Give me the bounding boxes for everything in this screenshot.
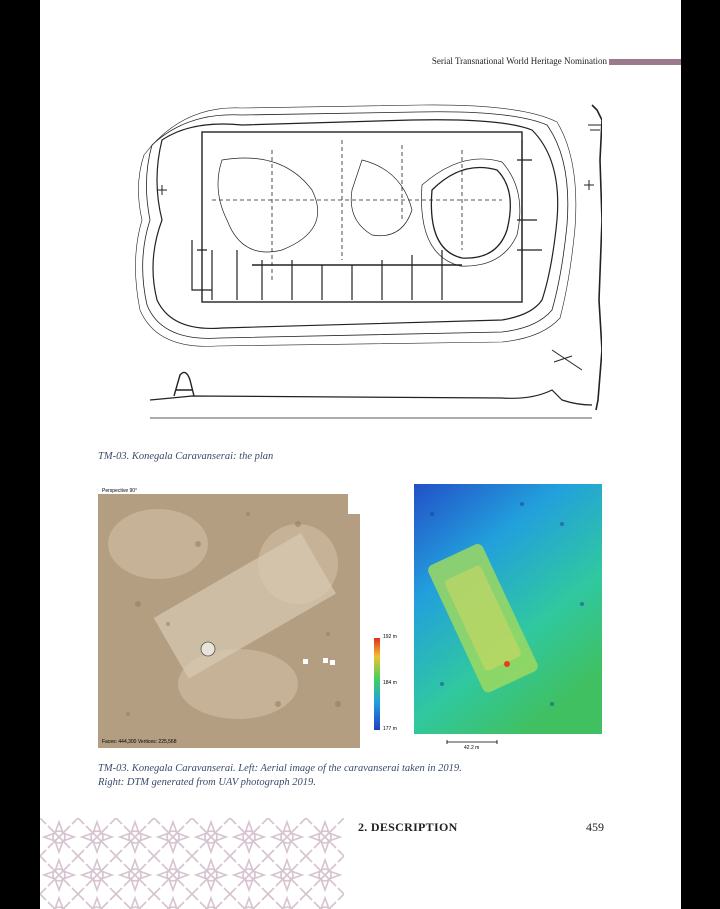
dtm-legend-mid: 184 m [383,680,397,686]
dtm-scale-label: 42.2 m [464,745,480,751]
site-plan-drawing [102,100,602,430]
section-title: 2. DESCRIPTION [358,820,458,834]
figure-2-caption-line-2: Right: DTM generated from UAV photograph 2019. [98,777,316,788]
dtm-legend-min: 177 m [383,726,397,732]
islamic-star-pattern-icon [40,818,344,909]
aerial-perspective-label: Perspective 90° [102,488,138,494]
dtm-panel [372,484,602,754]
dtm-legend-max: 192 m [383,634,397,640]
aerial-stats-label: Faces: 444,300 Vertices: 225,568 [102,739,177,745]
page-number: 459 [586,820,604,834]
figure-1-caption: TM-03. Konegala Caravanserai: the plan [98,451,274,462]
document-page [40,0,681,909]
running-header [40,56,681,70]
aerial-image [98,484,360,748]
header-accent-bar [609,59,681,65]
running-title: Serial Transnational World Heritage Nomination [431,56,607,66]
figure-2-caption-line-1: TM-03. Konegala Caravanserai. Left: Aerial image of the caravanserai taken in 2019. [98,763,462,774]
